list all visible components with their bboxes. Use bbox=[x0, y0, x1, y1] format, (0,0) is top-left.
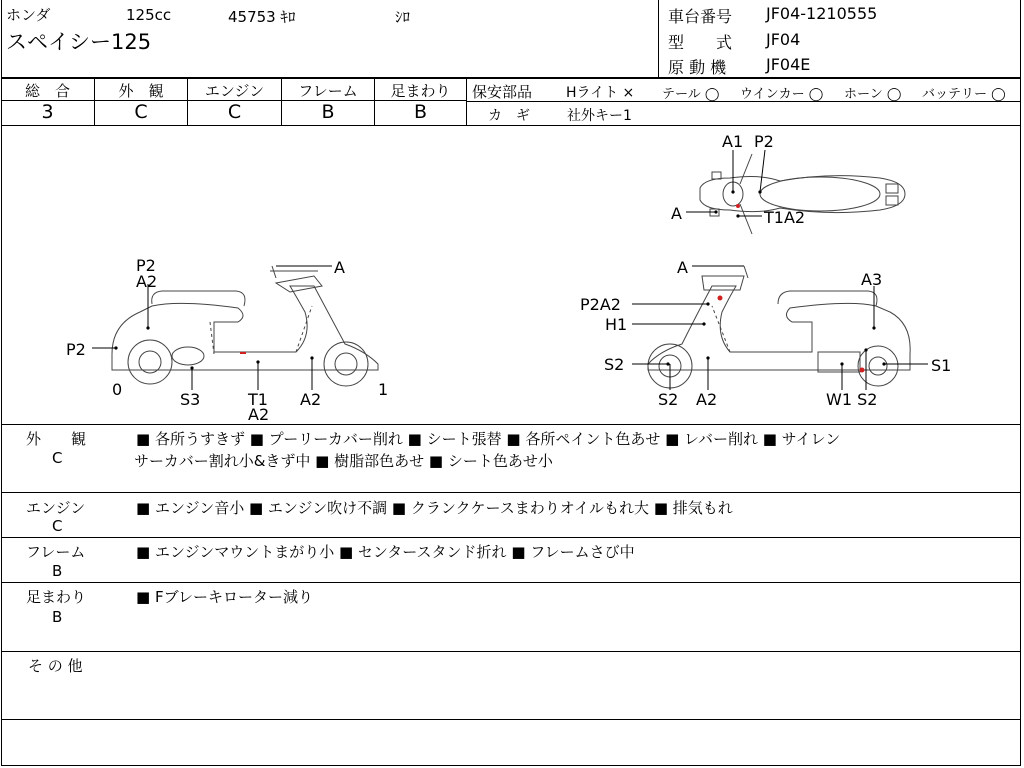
headlight-status: Hライト × bbox=[566, 85, 635, 101]
frame-grade-label: フレーム bbox=[298, 82, 358, 100]
comment-exterior-grade: C bbox=[52, 449, 63, 467]
safety-label: 保安部品 bbox=[472, 83, 533, 101]
key-value: 社外キー1 bbox=[567, 108, 632, 124]
tail-status: テール ◯ bbox=[662, 87, 720, 102]
suspension-grade-label: 足まわり bbox=[390, 82, 451, 100]
battery-status: バッテリー ◯ bbox=[922, 87, 1006, 102]
frame-no: JF04-1210555 bbox=[766, 4, 878, 23]
label-p2-left: P2 bbox=[136, 256, 156, 275]
frame-no-label: 車台番号 bbox=[668, 7, 733, 26]
label-a-top: A bbox=[671, 204, 682, 223]
comment-divider bbox=[1, 582, 1021, 583]
type-label: 型 式 bbox=[668, 33, 733, 52]
color: ｼﾛ bbox=[395, 8, 411, 26]
label-a3: A3 bbox=[861, 270, 883, 289]
label-p2-top: P2 bbox=[754, 132, 774, 151]
comment-divider bbox=[1, 537, 1021, 538]
label-s2-right-bottom: S2 bbox=[658, 390, 679, 409]
engine-label: 原 動 機 bbox=[668, 58, 727, 77]
comment-suspension-grade: B bbox=[52, 608, 63, 626]
label-w1s2: W1 S2 bbox=[826, 390, 878, 409]
label-a1: A1 bbox=[722, 132, 744, 151]
label-p2-left-front: P2 bbox=[66, 340, 86, 359]
engine-grade: C bbox=[227, 101, 242, 123]
mileage: 45753 ｷﾛ bbox=[228, 8, 296, 26]
type-value: JF04 bbox=[766, 30, 801, 49]
exterior-grade: C bbox=[134, 101, 148, 123]
engine-grade-label: エンジン bbox=[204, 82, 265, 100]
label-t1: T1 bbox=[248, 390, 268, 409]
damage-marks bbox=[240, 204, 865, 373]
exterior-label: 外 観 bbox=[118, 82, 164, 100]
comment-exterior-line2: サーカバー割れ小&きず中 ■ 樹脂部色あせ ■ シート色あせ小 bbox=[134, 452, 553, 470]
label-a2-left-rear: A2 bbox=[300, 390, 322, 409]
comment-divider bbox=[1, 719, 1021, 720]
horn-status: ホーン ◯ bbox=[844, 87, 902, 102]
label-t1-a2: A2 bbox=[248, 405, 270, 424]
comment-other-label: そ の 他 bbox=[28, 657, 83, 675]
label-a2-left: A2 bbox=[136, 272, 158, 291]
label-one: 1 bbox=[378, 380, 389, 399]
comment-engine-label: エンジン bbox=[26, 499, 86, 517]
label-t1a2-top: T1A2 bbox=[764, 208, 806, 227]
displacement: 125cc bbox=[126, 6, 172, 24]
overall-grade: 3 bbox=[41, 101, 54, 123]
grade-divider bbox=[466, 78, 467, 126]
winker-status: ウインカー ◯ bbox=[740, 87, 824, 102]
label-a2-right: A2 bbox=[696, 390, 718, 409]
diagram-bottom-line bbox=[1, 424, 1021, 425]
label-h1: H1 bbox=[605, 315, 628, 334]
label-a-right: A bbox=[677, 258, 688, 277]
comment-suspension-line1: ■ Fブレーキローター減り bbox=[136, 588, 313, 606]
label-s2-right: S2 bbox=[604, 355, 625, 374]
maker: ホンダ bbox=[6, 6, 51, 24]
label-s1: S1 bbox=[931, 356, 952, 375]
comment-exterior-label: 外 観 bbox=[26, 430, 87, 448]
model-name: スペイシー125 bbox=[6, 30, 152, 54]
comment-exterior-line1: ■ 各所うすきず ■ プーリーカバー削れ ■ シート張替 ■ 各所ペイント色あせ ■ レバー削れ ■ サイレン bbox=[136, 430, 841, 448]
comment-divider bbox=[1, 492, 1021, 493]
comment-frame-line1: ■ エンジンマウントまがり小 ■ センタースタンド折れ ■ フレームさび中 bbox=[136, 543, 635, 561]
comment-frame-label: フレーム bbox=[26, 543, 86, 561]
header-divider bbox=[658, 0, 659, 78]
key-label: カ ギ bbox=[488, 108, 530, 124]
label-p2a2: P2A2 bbox=[580, 295, 621, 314]
comment-engine-grade: C bbox=[52, 517, 63, 535]
comment-divider bbox=[1, 651, 1021, 652]
header-bottom-line bbox=[1, 77, 1021, 79]
label-zero: 0 bbox=[112, 380, 123, 399]
leader-lines bbox=[92, 150, 928, 390]
overall-label: 総 合 bbox=[24, 82, 70, 100]
label-s3: S3 bbox=[180, 390, 201, 409]
label-a-left: A bbox=[334, 258, 345, 277]
frame-grade: B bbox=[321, 101, 335, 123]
comment-suspension-label: 足まわり bbox=[26, 588, 87, 606]
comment-frame-grade: B bbox=[52, 562, 63, 580]
comment-engine-line1: ■ エンジン音小 ■ エンジン吹け不調 ■ クランクケースまわりオイルもれ大 ■ 排気もれ bbox=[136, 499, 733, 517]
suspension-grade: B bbox=[413, 101, 428, 123]
engine-value: JF04E bbox=[766, 55, 811, 74]
